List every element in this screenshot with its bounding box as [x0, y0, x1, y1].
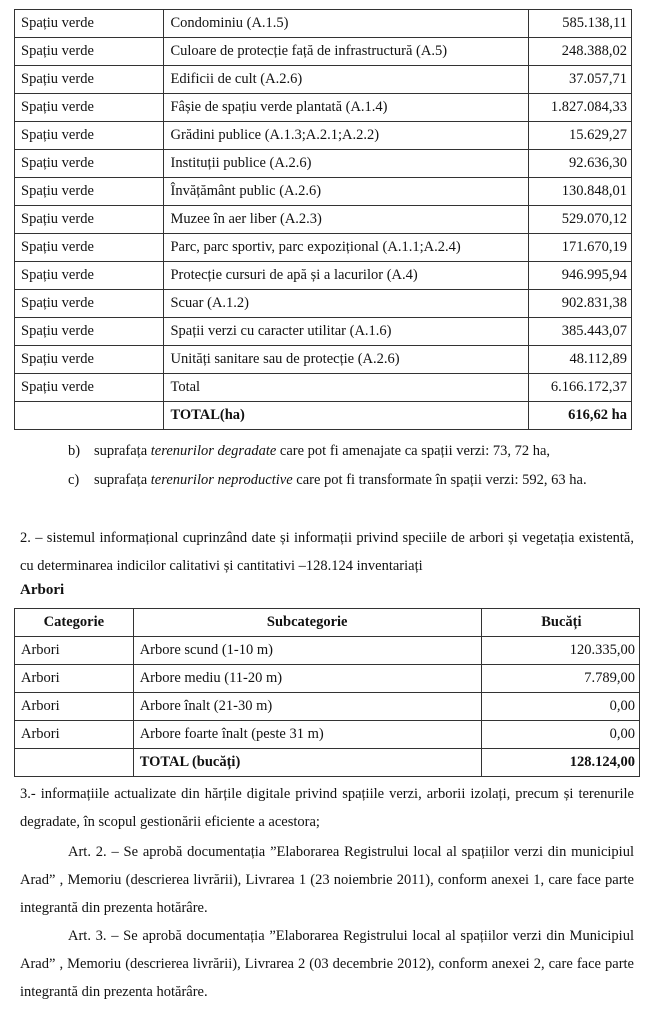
list-text	[70, 466, 634, 494]
area-cell: 1.827.084,33	[528, 94, 631, 122]
column-header-categorie: Categorie	[15, 609, 134, 637]
list-marker: c)	[68, 472, 80, 488]
category-cell: Spațiu verde	[15, 122, 164, 150]
area-cell: 92.636,30	[528, 150, 631, 178]
paragraph-3: 3.- informațiile actualizate din hărțile digitale privind spațiile verzi, arborii izolați, precum și terenurile degradate, în scopul gestionării eficiente a acestora;	[20, 786, 634, 830]
table-row	[15, 721, 640, 749]
type-cell: Parc, parc sportiv, parc expozițional (A.1.1;A.2.4)	[164, 234, 528, 262]
area-cell: 130.848,01	[528, 178, 631, 206]
category-cell: Spațiu verde	[15, 346, 164, 374]
area-cell: 15.629,27	[528, 122, 631, 150]
count-cell: 0,00	[481, 721, 639, 749]
type-cell: Edificii de cult (A.2.6)	[164, 66, 528, 94]
table-row	[15, 122, 632, 150]
text-pre: suprafața	[94, 472, 151, 488]
type-cell: Învățământ public (A.2.6)	[164, 178, 528, 206]
area-cell: 529.070,12	[528, 206, 631, 234]
area-cell: 48.112,89	[528, 346, 631, 374]
category-cell: Spațiu verde	[15, 206, 164, 234]
list-item-b	[70, 437, 634, 465]
category-cell: Spațiu verde	[15, 66, 164, 94]
type-cell: Culoare de protecție față de infrastructură (A.5)	[164, 38, 528, 66]
table-row	[15, 178, 632, 206]
category-cell: Spațiu verde	[15, 38, 164, 66]
article-2: Art. 2. – Se aprobă documentația ”Elaborarea Registrului local al spațiilor verzi din municipiul Arad” , Memoriu (descrierea livrării), Livrarea 1 (23 noiembrie 2011), conform anexei 1, care face parte integrantă din prezenta hotărâre.	[20, 844, 634, 916]
subcategory-cell: Arbore foarte înalt (peste 31 m)	[133, 721, 481, 749]
area-cell: 902.831,38	[528, 290, 631, 318]
table-row	[15, 665, 640, 693]
subcategory-cell: Arbore înalt (21-30 m)	[133, 693, 481, 721]
total-label: TOTAL (bucăți)	[133, 749, 481, 777]
total-row	[15, 749, 640, 777]
type-cell: Grădini publice (A.1.3;A.2.1;A.2.2)	[164, 122, 528, 150]
area-cell: 385.443,07	[528, 318, 631, 346]
article-3: Art. 3. – Se aprobă documentația ”Elaborarea Registrului local al spațiilor verzi din Municipiul Arad” , Memoriu (descrierea livrării), Livrarea 2 (03 decembrie 2012), conform anexei 2, care face parte integrantă din prezenta hotărâre.	[20, 928, 634, 1000]
section-heading-arbori: Arbori	[20, 582, 65, 598]
empty-cell	[15, 749, 134, 777]
table-row	[15, 234, 632, 262]
category-cell: Arbori	[15, 637, 134, 665]
total-label: TOTAL(ha)	[164, 402, 528, 430]
text-pre: suprafața	[94, 443, 151, 459]
count-cell: 0,00	[481, 693, 639, 721]
total-value: 616,62 ha	[528, 402, 631, 430]
type-cell: Spații verzi cu caracter utilitar (A.1.6)	[164, 318, 528, 346]
type-cell: Total	[164, 374, 528, 402]
column-header-bucati: Bucăți	[481, 609, 639, 637]
total-row	[15, 402, 632, 430]
type-cell: Fâșie de spațiu verde plantată (A.1.4)	[164, 94, 528, 122]
paragraph-2: 2. – sistemul informațional cuprinzând date și informații privind speciile de arbori și vegetația existentă, cu determinarea indicilor calitativi și cantitativi –128.124 inventariați	[20, 530, 634, 574]
text-post: care pot fi transformate în spații verzi: 592, 63 ha.	[292, 472, 587, 488]
category-cell: Spațiu verde	[15, 374, 164, 402]
area-cell: 6.166.172,37	[528, 374, 631, 402]
area-cell: 585.138,11	[528, 10, 631, 38]
total-value: 128.124,00	[481, 749, 639, 777]
text-emphasis: terenurilor degradate	[150, 443, 277, 459]
category-cell: Spațiu verde	[15, 94, 164, 122]
column-header-subcategorie: Subcategorie	[133, 609, 481, 637]
category-cell: Arbori	[15, 665, 134, 693]
header-row	[15, 609, 640, 637]
count-cell: 120.335,00	[481, 637, 639, 665]
table-row	[15, 66, 632, 94]
area-cell: 248.388,02	[528, 38, 631, 66]
category-cell: Spațiu verde	[15, 234, 164, 262]
category-cell: Arbori	[15, 721, 134, 749]
category-cell: Spațiu verde	[15, 290, 164, 318]
table-row	[15, 206, 632, 234]
area-cell: 946.995,94	[528, 262, 631, 290]
table-row	[15, 374, 632, 402]
table-row	[15, 693, 640, 721]
table-row	[15, 262, 632, 290]
type-cell: Condominiu (A.1.5)	[164, 10, 528, 38]
table-row	[15, 94, 632, 122]
table-row	[15, 38, 632, 66]
type-cell: Muzee în aer liber (A.2.3)	[164, 206, 528, 234]
table-row	[15, 290, 632, 318]
category-cell: Spațiu verde	[15, 178, 164, 206]
type-cell: Scuar (A.1.2)	[164, 290, 528, 318]
category-cell: Spațiu verde	[15, 150, 164, 178]
type-cell: Instituții publice (A.2.6)	[164, 150, 528, 178]
table-row	[15, 318, 632, 346]
table-row	[15, 637, 640, 665]
category-cell: Spațiu verde	[15, 262, 164, 290]
list-text	[70, 437, 634, 465]
count-cell: 7.789,00	[481, 665, 639, 693]
area-cell: 171.670,19	[528, 234, 631, 262]
category-cell: Arbori	[15, 693, 134, 721]
subcategory-cell: Arbore mediu (11-20 m)	[133, 665, 481, 693]
green-space-table	[14, 9, 632, 430]
category-cell: Spațiu verde	[15, 318, 164, 346]
list-item-c	[70, 466, 634, 494]
type-cell: Protecție cursuri de apă și a lacurilor (A.4)	[164, 262, 528, 290]
text-emphasis: terenurilor neproductive	[150, 472, 293, 488]
list-marker: b)	[68, 443, 81, 459]
table-row	[15, 346, 632, 374]
empty-cell	[15, 402, 164, 430]
table-row	[15, 10, 632, 38]
type-cell: Unități sanitare sau de protecție (A.2.6)	[164, 346, 528, 374]
text-post: care pot fi amenajate ca spații verzi: 73, 72 ha,	[276, 443, 551, 459]
area-cell: 37.057,71	[528, 66, 631, 94]
category-cell: Spațiu verde	[15, 10, 164, 38]
trees-table	[14, 608, 640, 777]
subcategory-cell: Arbore scund (1-10 m)	[133, 637, 481, 665]
table-row	[15, 150, 632, 178]
